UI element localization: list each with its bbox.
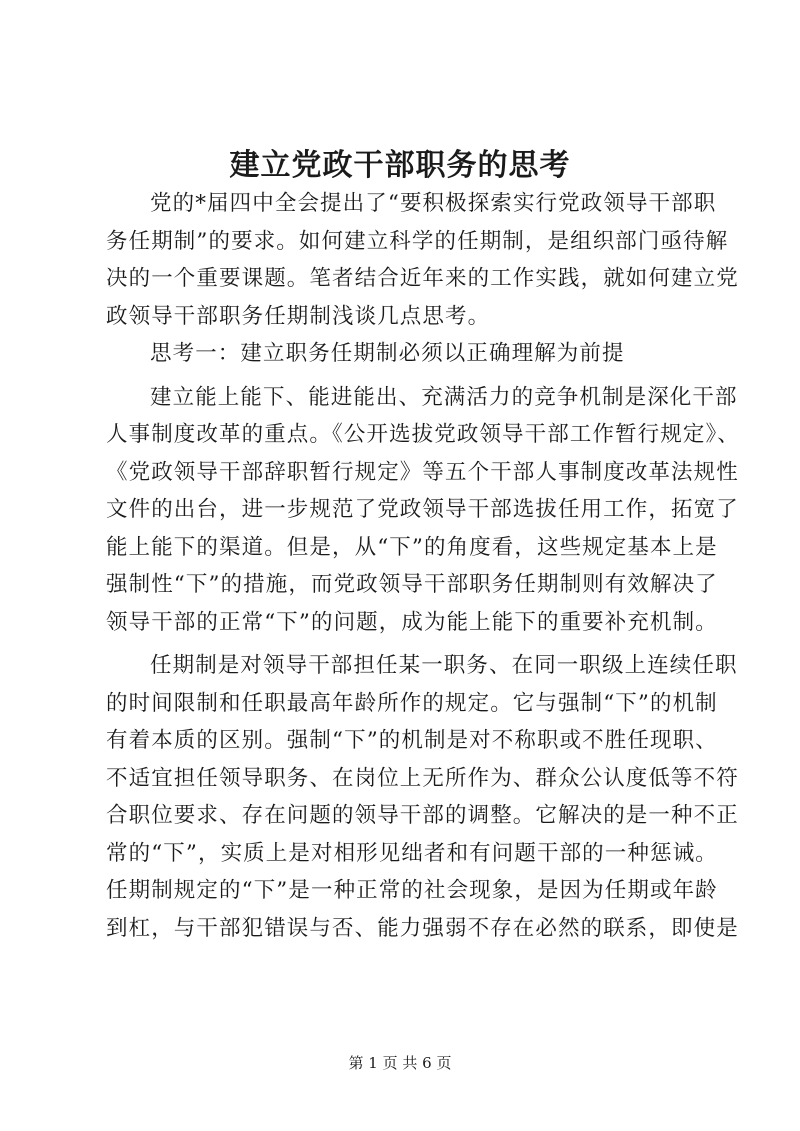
paragraph-line: 党的*届四中全会提出了“要积极探索实行党政领导干部职 <box>150 191 717 216</box>
paragraph-line: 人事制度改革的重点。《公开选拔党政领导干部工作暂行规定》、 <box>106 422 740 447</box>
paragraph-line: 文件的出台，进一步规范了党政领导干部选拔任用工作，拓宽了 <box>106 497 739 522</box>
paragraph-line: 能上能下的渠道。但是，从“下”的角度看，这些规定基本上是 <box>106 534 718 560</box>
paragraph-line: 任期制是对领导干部担任某一职务、在同一职级上连续任职 <box>150 653 738 678</box>
paragraph-line: 决的一个重要课题。笔者结合近年来的工作实践，就如何建立党 <box>106 266 739 291</box>
document-title: 建立党政干部职务的思考 <box>229 148 571 183</box>
paragraph-line: 有着本质的区别。强制“下”的机制是对不称职或不胜任现职、 <box>106 728 718 753</box>
paragraph-line: 《党政领导干部辞职暂行规定》等五个干部人事制度改革法规性 <box>106 459 739 485</box>
page-footer: 第 1 页 共 6 页 <box>348 1054 452 1072</box>
paragraph-line: 不适宜担任领导职务、在岗位上无所作为、群众公认度低等不符 <box>106 765 739 791</box>
paragraph-line: 建立能上能下、能进能出、充满活力的竞争机制是深化干部 <box>150 384 738 410</box>
paragraph-line: 到杠，与干部犯错误与否、能力强弱不存在必然的联系，即使是 <box>106 915 739 941</box>
paragraph-line: 的时间限制和任职最高年龄所作的规定。它与强制“下”的机制 <box>106 690 718 716</box>
paragraph-line: 强制性“下”的措施，而党政领导干部职务任期制则有效解决了 <box>106 572 718 597</box>
paragraph-line: 领导干部的正常“下”的问题，成为能上能下的重要补充机制。 <box>106 609 718 635</box>
section-heading: 思考一：建立职务任期制必须以正确理解为前提 <box>150 341 625 366</box>
paragraph-line: 务任期制”的要求。如何建立科学的任期制，是组织部门亟待解 <box>106 228 729 254</box>
paragraph-line: 合职位要求、存在问题的领导干部的调整。它解决的是一种不正 <box>106 803 739 828</box>
document-body <box>106 185 740 947</box>
paragraph-line: 常的“下”，实质上是对相形见绌者和有问题干部的一种惩诫。 <box>106 840 718 866</box>
paragraph-line: 政领导干部职务任期制浅谈几点思考。 <box>106 303 491 329</box>
paragraph-line: 任期制规定的“下”是一种正常的社会现象，是因为任期或年龄 <box>106 878 718 903</box>
